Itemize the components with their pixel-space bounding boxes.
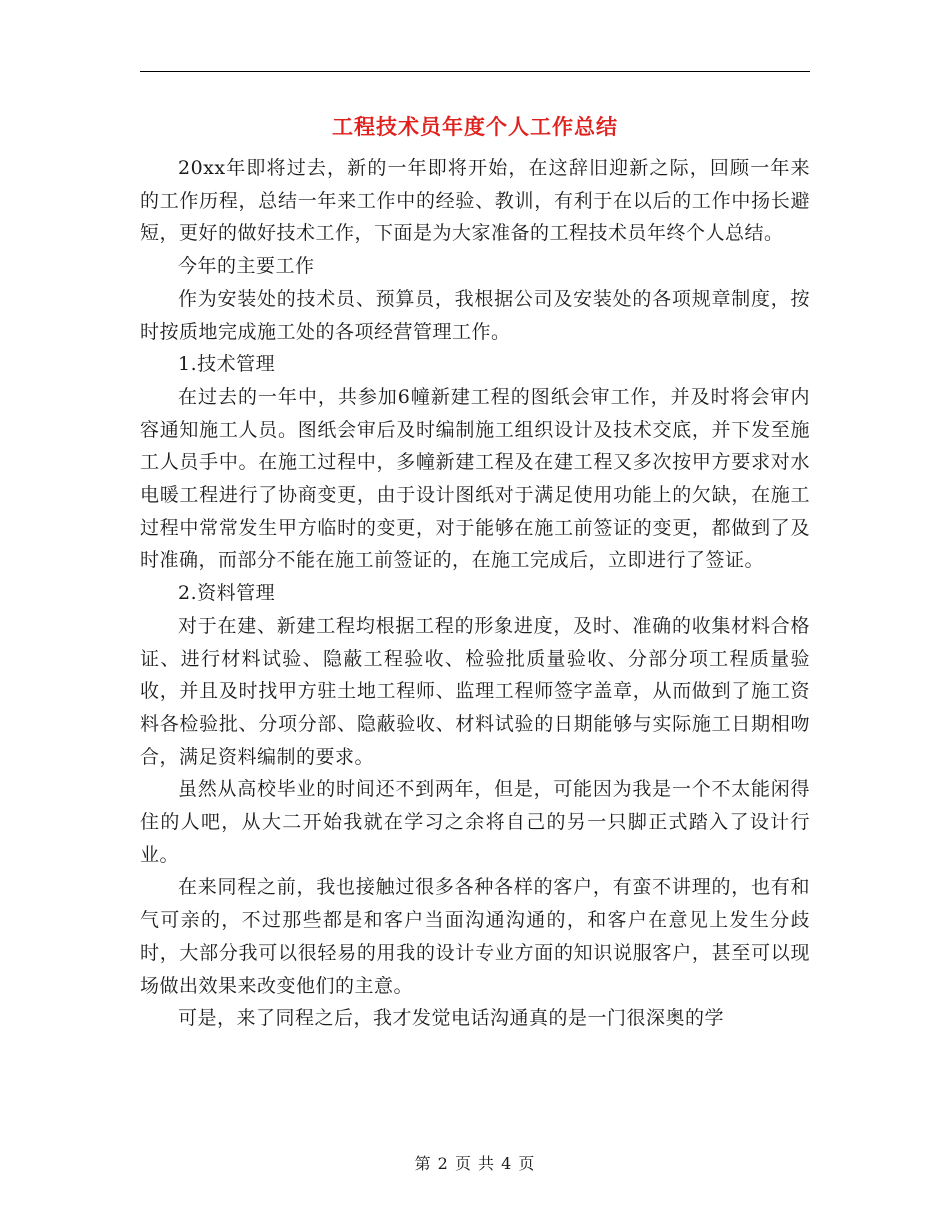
paragraph-role: 作为安装处的技术员、预算员，我根据公司及安装处的各项规章制度，按时按质地完成施工处的各项经营管理工作。 <box>140 287 810 343</box>
section-heading-tech-management: 1.技术管理 <box>178 353 276 376</box>
document-body <box>140 152 810 1035</box>
paragraph-intro: 20xx年即将过去，新的一年即将开始，在这辞旧迎新之际，回顾一年来的工作历程，总结一年来工作中的经验、教训，有利于在以后的工作中扬长避短，更好的做好技术工作，下面是为大家准备的工程技术员年终个人总结。 <box>140 157 810 245</box>
paragraph-phone-communication: 可是，来了同程之后，我才发觉电话沟通真的是一门很深奥的学 <box>178 1007 725 1030</box>
page-footer <box>0 1152 950 1176</box>
document-title: 工程技术员年度个人工作总结 <box>332 114 618 139</box>
paragraph-data-management: 对于在建、新建工程均根据工程的形象进度，及时、准确的收集材料合格证、进行材料试验、隐蔽工程验收、检验批质量验收、分部分项工程质量验收，并且及时找甲方驻土地工程师、监理工程师签字盖章，从而做到了施工资料各检验批、分项分部、隐蔽验收、材料试验的日期能够与实际施工日期相吻合，满足资料编制的要求。 <box>140 614 810 768</box>
header-rule <box>140 71 810 72</box>
paragraph-tech-management: 在过去的一年中，共参加6幢新建工程的图纸会审工作，并及时将会审内容通知施工人员。图纸会审后及时编制施工组织设计及技术交底，并下发至施工人员手中。在施工过程中，多幢新建工程及在建工程又多次按甲方要求对水电暖工程进行了协商变更，由于设计图纸对于满足使用功能上的欠缺，在施工过程中常常发生甲方临时的变更，对于能够在施工前签证的变更，都做到了及时准确，而部分不能在施工前签证的，在施工完成后，立即进行了签证。 <box>140 385 810 572</box>
paragraph-graduation: 虽然从高校毕业的时间还不到两年，但是，可能因为我是一个不太能闲得住的人吧，从大二开始我就在学习之余将自己的另一只脚正式踏入了设计行业。 <box>140 778 810 866</box>
section-heading-main-work: 今年的主要工作 <box>178 255 315 278</box>
page-number-label: 第 2 页 共 4 页 <box>414 1154 536 1173</box>
section-heading-data-management: 2.资料管理 <box>178 582 276 605</box>
paragraph-clients: 在来同程之前，我也接触过很多各种各样的客户，有蛮不讲理的，也有和气可亲的，不过那些都是和客户当面沟通沟通的，和客户在意见上发生分歧时，大部分我可以很轻易的用我的设计专业方面的知识说服客户，甚至可以现场做出效果来改变他们的主意。 <box>140 876 810 997</box>
